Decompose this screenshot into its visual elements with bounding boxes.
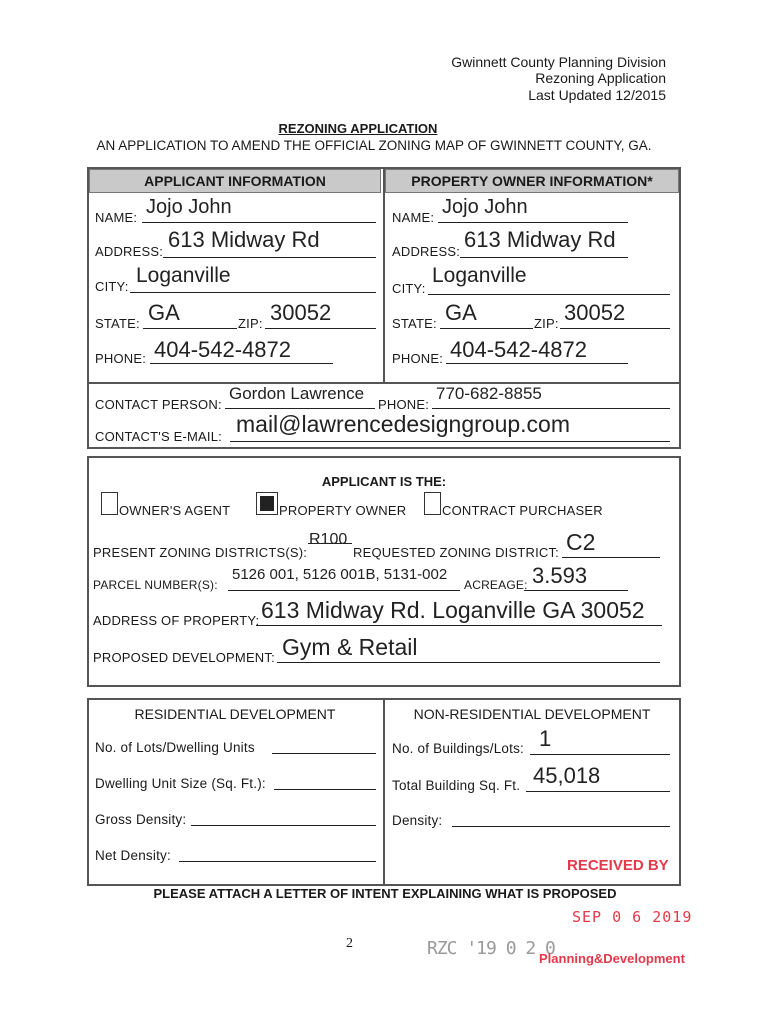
density-line[interactable]	[452, 826, 670, 827]
rzc-stamp: RZC '19 0 2 0	[427, 938, 555, 959]
parcel-label: PARCEL NUMBER(S):	[93, 578, 218, 592]
owner-address-line	[460, 257, 628, 258]
contact-email-label: CONTACT'S E-MAIL:	[95, 429, 222, 444]
building-sqft-line	[526, 791, 670, 792]
owner-address-label: ADDRESS:	[392, 244, 461, 259]
lots-units-label: No. of Lots/Dwelling Units	[95, 740, 255, 755]
owner-city-label: CITY:	[392, 281, 426, 296]
applicant-state-label: STATE:	[95, 316, 140, 331]
building-sqft-label: Total Building Sq. Ft.	[392, 778, 521, 793]
building-sqft-field[interactable]: 45,018	[533, 763, 601, 788]
density-label: Density:	[392, 813, 443, 828]
header-division: Gwinnett County Planning Division	[451, 54, 666, 70]
form-subtitle: AN APPLICATION TO AMEND THE OFFICIAL ZONING MAP OF GWINNETT COUNTY, GA.	[96, 138, 652, 153]
unit-size-label: Dwelling Unit Size (Sq. Ft.):	[95, 776, 266, 791]
check-mark-icon	[260, 496, 274, 511]
contact-divider	[87, 382, 681, 384]
applicant-name-line	[142, 222, 376, 223]
applicant-name-field[interactable]: Jojo John	[146, 196, 232, 218]
gross-density-label: Gross Density:	[95, 812, 187, 827]
applicant-state-field[interactable]: GA	[148, 300, 180, 325]
present-zoning-label: PRESENT ZONING DISTRICTS(S):	[93, 545, 308, 560]
property-address-label: ADDRESS OF PROPERTY:	[93, 613, 260, 628]
owners-agent-checkbox[interactable]	[101, 492, 118, 515]
owners-agent-label: OWNER'S AGENT	[119, 503, 231, 518]
applicant-phone-field[interactable]: 404-542-4872	[154, 337, 292, 362]
lots-units-line[interactable]	[272, 753, 376, 754]
applicant-address-line	[163, 257, 376, 258]
requested-zoning-field[interactable]: C2	[566, 529, 596, 555]
form-title: REZONING APPLICATION	[278, 121, 438, 136]
owner-zip-field[interactable]: 30052	[564, 300, 626, 325]
planning-development-stamp: Planning&Development	[539, 951, 685, 966]
owner-state-line	[440, 328, 533, 329]
development-divider	[383, 698, 385, 886]
contract-purchaser-checkbox[interactable]	[424, 492, 441, 515]
requested-zoning-line	[562, 557, 660, 558]
net-density-label: Net Density:	[95, 848, 171, 863]
buildings-lots-label: No. of Buildings/Lots:	[392, 741, 524, 756]
acreage-label: ACREAGE:	[464, 578, 528, 592]
present-zoning-field[interactable]: R100	[309, 531, 348, 548]
contact-person-line	[225, 408, 375, 409]
owner-phone-label: PHONE:	[392, 351, 444, 366]
applicant-phone-label: PHONE:	[95, 351, 147, 366]
applicant-phone-line	[150, 363, 333, 364]
owner-info-heading: PROPERTY OWNER INFORMATION*	[385, 169, 679, 193]
owner-city-line	[428, 294, 670, 295]
owner-zip-line	[560, 328, 670, 329]
proposed-development-line	[277, 662, 660, 663]
contact-person-label: CONTACT PERSON:	[95, 397, 222, 412]
applicant-name-label: NAME:	[95, 210, 138, 225]
applicant-city-line	[130, 292, 376, 293]
acreage-field[interactable]: 3.593	[532, 563, 588, 588]
page-number: 2	[346, 936, 353, 951]
owner-name-label: NAME:	[392, 210, 435, 225]
contact-person-field[interactable]: Gordon Lawrence	[229, 384, 365, 403]
parcel-line	[228, 590, 460, 591]
contact-phone-line	[432, 408, 670, 409]
property-owner-checkbox[interactable]	[256, 492, 278, 515]
applicant-is-heading: APPLICANT IS THE:	[321, 474, 447, 489]
buildings-lots-line	[530, 754, 670, 755]
applicant-zip-label: ZIP:	[238, 316, 263, 331]
nonresidential-heading: NON-RESIDENTIAL DEVELOPMENT	[413, 706, 651, 722]
property-address-field[interactable]: 613 Midway Rd. Loganville GA 30052	[261, 597, 645, 623]
net-density-line[interactable]	[179, 861, 376, 862]
property-address-line	[256, 625, 662, 626]
contact-phone-field[interactable]: 770-682-8855	[436, 384, 542, 403]
column-divider	[383, 167, 385, 383]
contact-phone-label: PHONE:	[378, 397, 430, 412]
owner-phone-field[interactable]: 404-542-4872	[450, 337, 588, 362]
property-owner-label: PROPERTY OWNER	[279, 503, 407, 518]
owner-city-field[interactable]: Loganville	[432, 264, 527, 287]
proposed-development-field[interactable]: Gym & Retail	[282, 634, 418, 660]
residential-heading: RESIDENTIAL DEVELOPMENT	[134, 706, 336, 722]
unit-size-line[interactable]	[274, 789, 376, 790]
applicant-address-label: ADDRESS:	[95, 244, 164, 259]
applicant-city-field[interactable]: Loganville	[136, 264, 231, 287]
applicant-city-label: CITY:	[95, 279, 129, 294]
parcel-field[interactable]: 5126 001, 5126 001B, 5131-002	[232, 566, 448, 583]
applicant-zip-field[interactable]: 30052	[270, 300, 332, 325]
applicant-address-field[interactable]: 613 Midway Rd	[168, 227, 320, 252]
owner-state-field[interactable]: GA	[445, 300, 477, 325]
contact-email-line	[230, 441, 670, 442]
letter-of-intent-note: PLEASE ATTACH A LETTER OF INTENT EXPLAINING WHAT IS PROPOSED	[153, 886, 617, 901]
contract-purchaser-label: CONTRACT PURCHASER	[442, 503, 603, 518]
owner-state-label: STATE:	[392, 316, 437, 331]
proposed-development-label: PROPOSED DEVELOPMENT:	[93, 650, 275, 665]
owner-name-field[interactable]: Jojo John	[442, 196, 528, 218]
requested-zoning-label: REQUESTED ZONING DISTRICT:	[353, 545, 559, 560]
applicant-state-line	[143, 328, 237, 329]
received-date-stamp: SEP 0 6 2019	[572, 908, 693, 926]
contact-email-field[interactable]: mail@lawrencedesigngroup.com	[236, 411, 571, 437]
owner-zip-label: ZIP:	[534, 316, 559, 331]
acreage-line	[524, 590, 628, 591]
owner-address-field[interactable]: 613 Midway Rd	[464, 227, 616, 252]
owner-name-line	[438, 222, 628, 223]
buildings-lots-field[interactable]: 1	[539, 726, 552, 751]
header-form-name: Rezoning Application	[535, 70, 666, 86]
received-by-stamp: RECEIVED BY	[567, 857, 669, 874]
owner-phone-line	[446, 363, 628, 364]
applicant-zip-line	[265, 328, 376, 329]
header-updated: Last Updated 12/2015	[528, 87, 666, 103]
applicant-info-heading: APPLICANT INFORMATION	[89, 169, 381, 193]
gross-density-line[interactable]	[191, 825, 376, 826]
